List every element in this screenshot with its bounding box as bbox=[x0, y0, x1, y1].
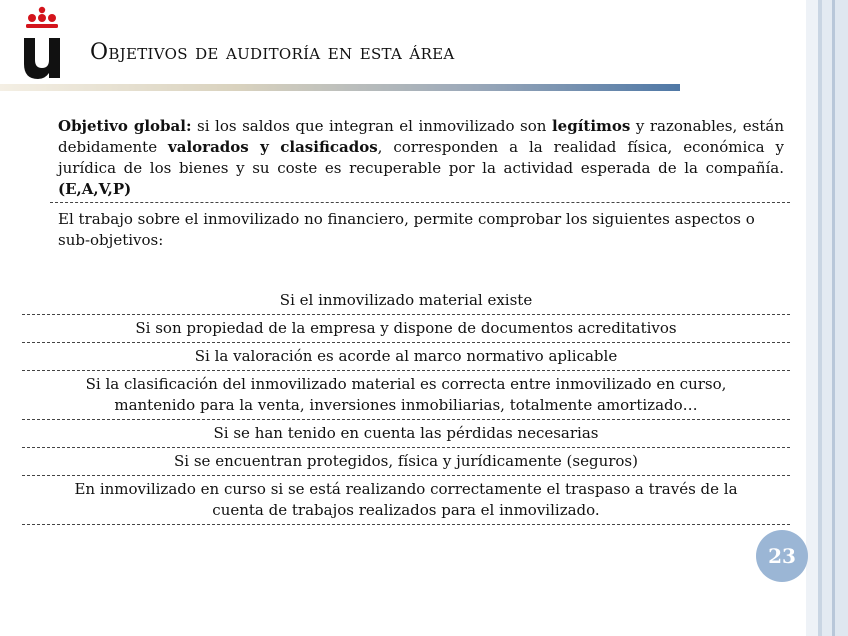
intro-bold: valorados y clasificados bbox=[168, 138, 378, 156]
title-underline bbox=[0, 84, 680, 91]
global-objective bbox=[58, 116, 784, 200]
intro-text: si los saldos que integran el inmovilizado son bbox=[191, 117, 552, 135]
university-logo bbox=[20, 4, 64, 80]
list-item: Si se encuentran protegidos, física y jurídicamente (seguros) bbox=[22, 448, 790, 476]
divider bbox=[50, 202, 790, 203]
list-item: Si se han tenido en cuenta las pérdidas necesarias bbox=[22, 420, 790, 448]
sub-objectives-intro: El trabajo sobre el inmovilizado no financiero, permite comprobar los siguientes aspectos o sub-objetivos: bbox=[58, 210, 755, 249]
list-item: Si la valoración es acorde al marco normativo aplicable bbox=[22, 343, 790, 371]
list-item: En inmovilizado en curso si se está realizando correctamente el traspaso a través de la cuenta de trabajos realizados para el inmovilizado. bbox=[22, 476, 790, 525]
assertions-code: (E,A,V,P) bbox=[58, 180, 132, 198]
global-objective-lead: Objetivo global: bbox=[58, 117, 192, 135]
list-item: Si la clasificación del inmovilizado material es correcta entre inmovilizado en curso, mantenido para la venta, inversiones inmobiliarias, totalmente amortizado… bbox=[22, 371, 790, 420]
intro-text: y razonables, están debidamente bbox=[58, 117, 784, 156]
decor-stripe bbox=[806, 0, 818, 636]
decor-stripe bbox=[822, 0, 832, 636]
list-item: Si son propiedad de la empresa y dispone de documentos acreditativos bbox=[22, 315, 790, 343]
list-item: Si el inmovilizado material existe bbox=[22, 288, 790, 315]
intro-text: , corresponden a la realidad física, económica y jurídica de los bienes y su coste es recuperable por la actividad esperada de la compañía. bbox=[58, 138, 785, 177]
content-area bbox=[58, 116, 784, 251]
slide-title: Objetivos de auditoría en esta área bbox=[90, 40, 455, 65]
sub-objectives-list bbox=[22, 288, 790, 525]
page-number: 23 bbox=[756, 530, 808, 582]
decor-stripe bbox=[835, 0, 848, 636]
intro-bold: legítimos bbox=[551, 117, 631, 135]
